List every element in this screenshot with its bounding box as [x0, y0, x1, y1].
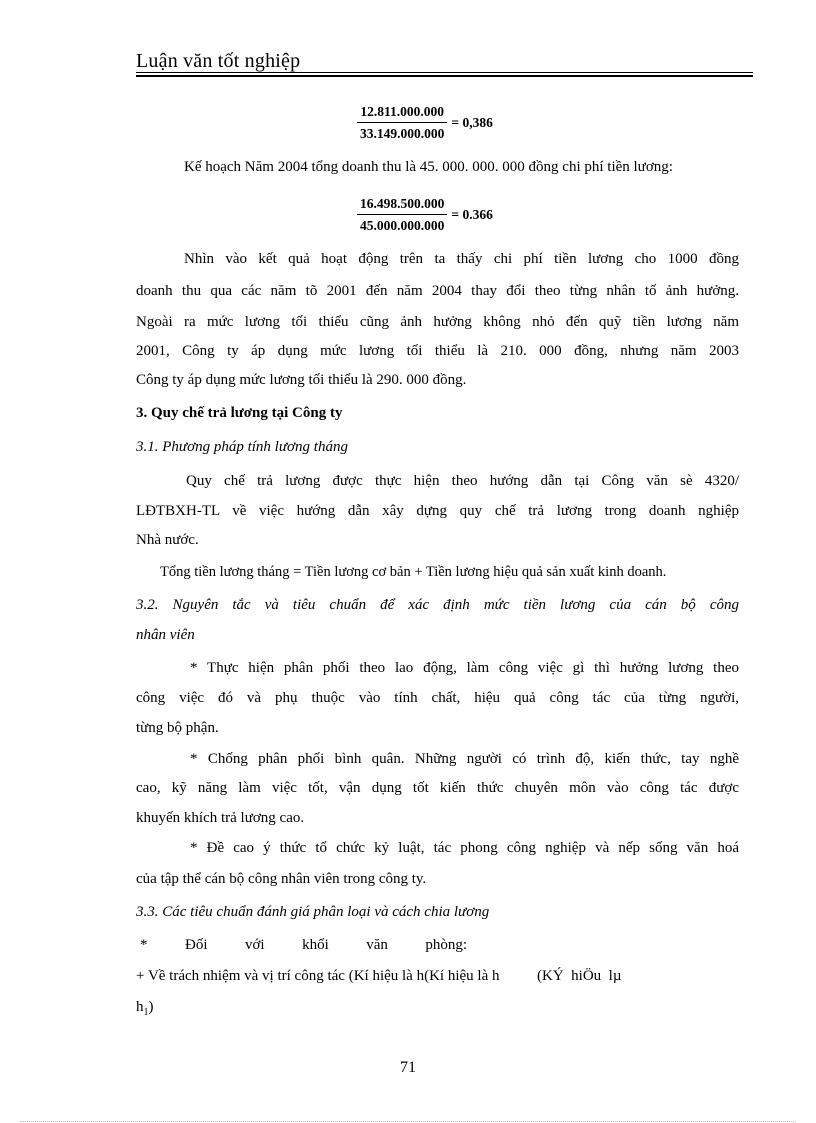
paragraph-line: Nhà nước.: [136, 532, 199, 548]
fraction-numerator: 12.811.000.000: [357, 104, 447, 123]
subsection-heading-3-2-cont: nhân viên: [136, 627, 195, 643]
symbol-h: h: [136, 999, 144, 1015]
running-header-title: Luận văn tốt nghiệp: [136, 50, 301, 72]
bullet-line: khuyến khích trả lương cao.: [136, 810, 305, 826]
office-block-line: * Đối với khối văn phòng:: [140, 937, 468, 953]
bullet-line: công việc đó và phụ thuộc vào tính chất, hiệu quả công tác của từng người,: [136, 690, 739, 706]
header-rule-thick: [136, 75, 753, 77]
formula-ratio-2004: [357, 196, 493, 234]
subsection-heading-3-1: 3.1. Phương pháp tính lương tháng: [136, 439, 348, 455]
bullet-line: * Thực hiện phân phối theo lao động, làm công việc gì thì hưởng lương theo: [190, 660, 739, 676]
paragraph-line: LĐTBXH-TL về việc hướng dẫn xây dựng quy chế trả lương trong doanh nghiệp: [136, 503, 739, 519]
salary-formula-line: Tổng tiền lương tháng = Tiền lương cơ bản + Tiền lương hiệu quả sản xuất kinh doanh.: [160, 564, 667, 580]
bullet-line: * Đề cao ý thức tổ chức kỷ luật, tác phong công nghiệp và nếp sống văn hoá: [190, 840, 739, 856]
fraction-result: = 0.366: [451, 207, 493, 222]
fraction-result: = 0,386: [451, 115, 493, 130]
subsection-heading-3-2: 3.2. Nguyên tắc và tiêu chuẩn để xác định mức tiền lương của cán bộ công: [136, 597, 739, 613]
subsection-heading-3-3: 3.3. Các tiêu chuẩn đánh giá phân loại và cách chia lương: [136, 904, 490, 920]
fraction: [357, 196, 447, 234]
symbol-close-paren: ): [148, 999, 154, 1015]
fraction-numerator: 16.498.500.000: [357, 196, 447, 215]
fraction-denominator: 45.000.000.000: [360, 218, 445, 233]
office-block-line: + Về trách nhiệm và vị trí công tác (Kí hiệu là h(Kí hiệu là h (KÝ hiÖu lµ: [136, 968, 622, 984]
header-rule-thin: [136, 72, 753, 73]
paragraph-line: Quy chế trả lương được thực hiện theo hướng dẫn tại Công văn sè 4320/: [186, 473, 739, 489]
paragraph-line: Ngoài ra mức lương tối thiểu cũng ảnh hưởng không nhỏ đến quỹ tiền lương năm: [136, 314, 739, 330]
bullet-line: của tập thể cán bộ công nhân viên trong công ty.: [136, 871, 427, 887]
paragraph-line: doanh thu qua các năm tõ 2001 đến năm 2004 thay đổi theo từng nhân tố ảnh hưởng.: [136, 283, 739, 299]
formula-ratio-2003: [357, 104, 493, 142]
fraction: [357, 104, 447, 142]
office-block-line: [136, 999, 154, 1018]
fraction-denominator: 33.149.000.000: [360, 126, 445, 141]
bullet-line: từng bộ phận.: [136, 720, 219, 736]
section-heading-3: 3. Quy chế trả lương tại Công ty: [136, 405, 343, 421]
paragraph-line: Nhìn vào kết quả hoạt động trên ta thấy chi phí tiền lương cho 1000 đồng: [184, 251, 739, 267]
page-number: 71: [400, 1059, 416, 1076]
bullet-line: * Chống phân phối bình quân. Những người có trình độ, kiến thức, tay nghề: [190, 751, 739, 767]
paragraph-line: 2001, Công ty áp dụng mức lương tối thiểu là 210. 000 đồng, nhưng năm 2003: [136, 343, 739, 359]
bullet-line: cao, kỹ năng làm việc tốt, vận dụng tốt kiến thức chuyên môn vào công tác được: [136, 780, 739, 796]
symbol-subscript: 1: [143, 1007, 149, 1018]
plan-2004-text: Kế hoạch Năm 2004 tổng doanh thu là 45. 000. 000. 000 đồng chi phí tiền lương:: [184, 159, 673, 175]
paragraph-line: Công ty áp dụng mức lương tối thiểu là 290. 000 đồng.: [136, 372, 467, 388]
page-bottom-border: [20, 1121, 796, 1122]
